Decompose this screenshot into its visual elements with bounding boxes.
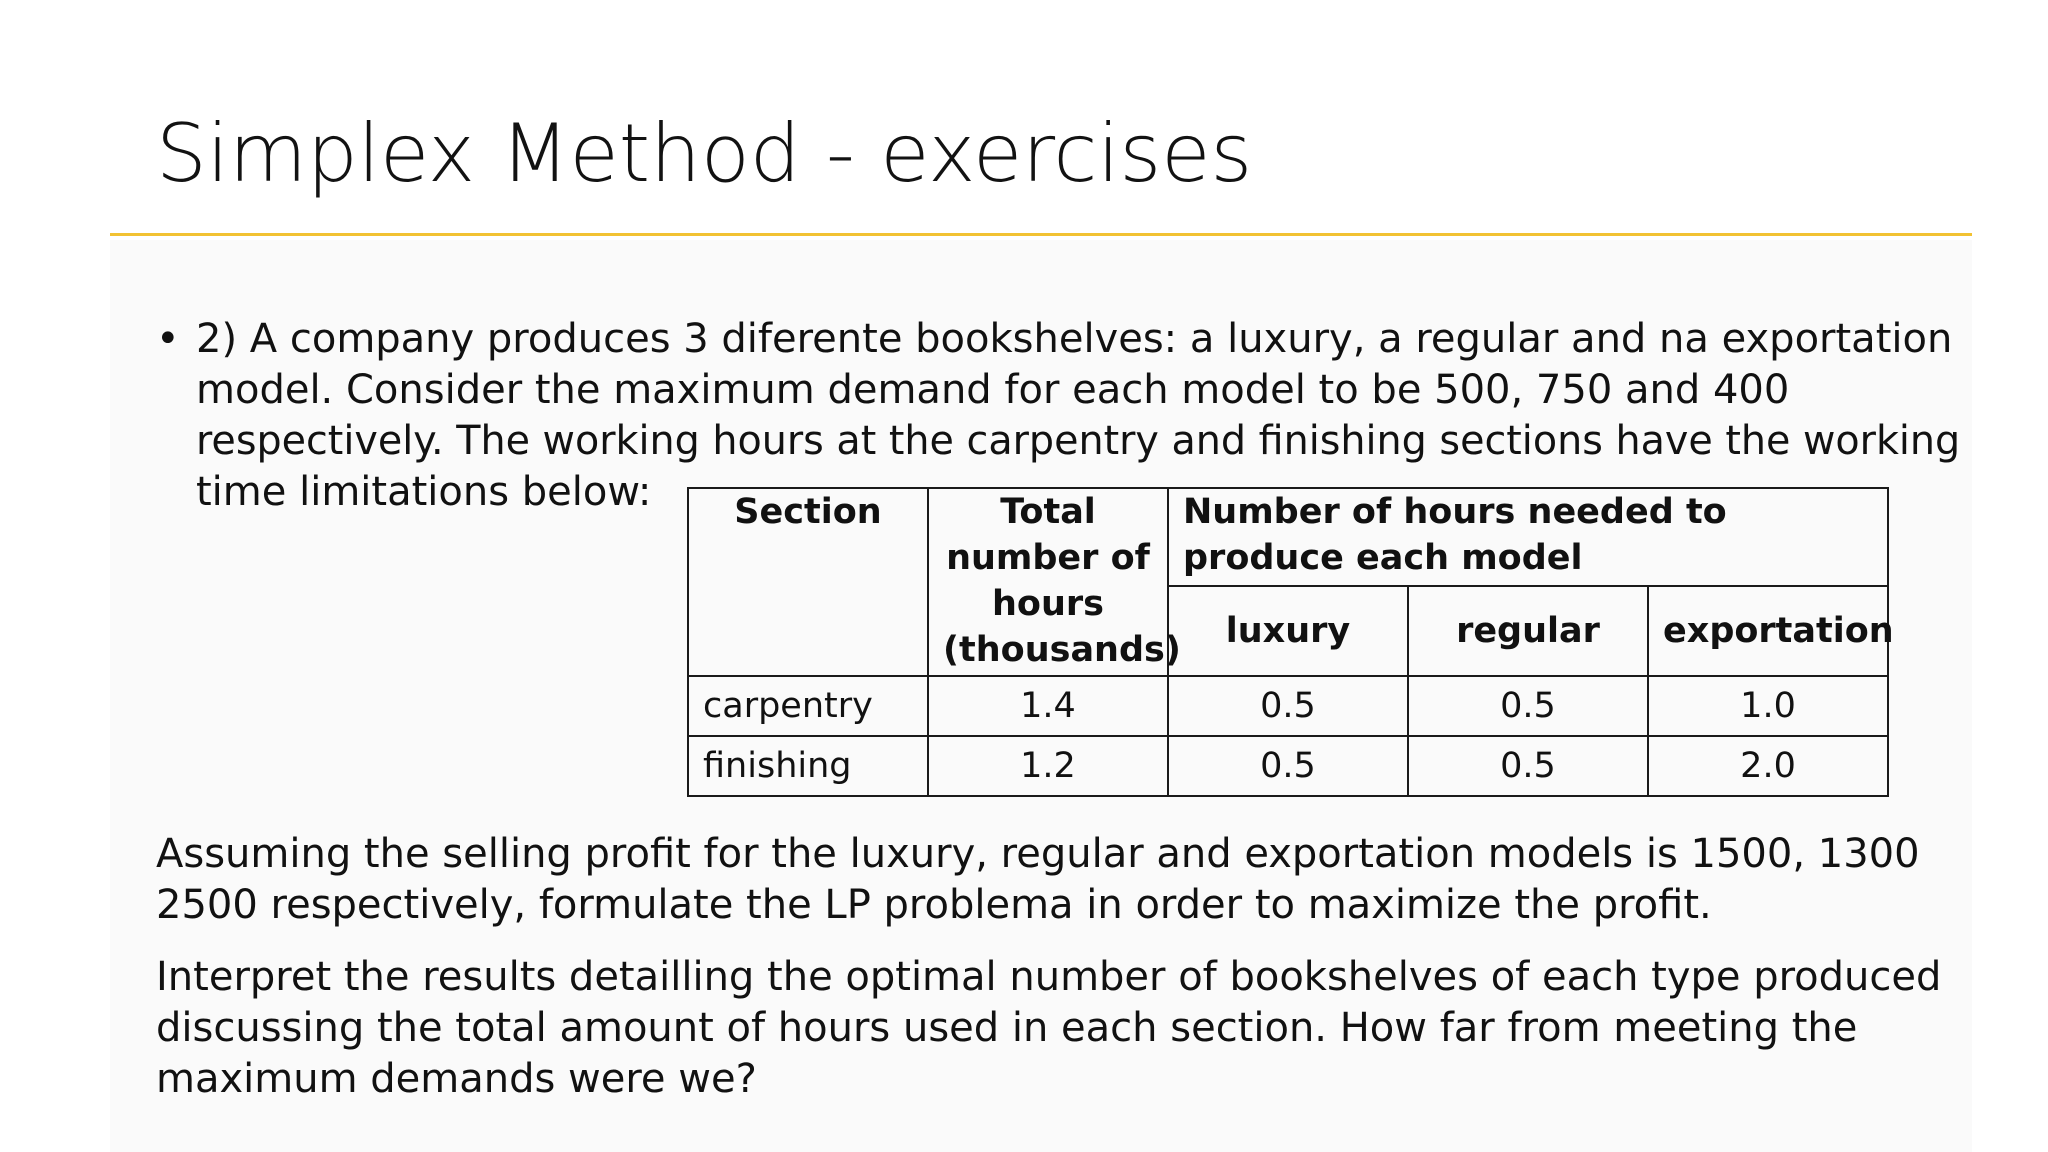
row-section-name: carpentry <box>688 676 928 736</box>
slide-title: Simplex Method - exercises <box>156 107 1253 200</box>
header-model-exportation: exportation <box>1648 586 1888 676</box>
row-exportation-hours: 2.0 <box>1648 736 1888 796</box>
row-luxury-hours: 0.5 <box>1168 736 1408 796</box>
row-regular-hours: 0.5 <box>1408 676 1648 736</box>
profit-line-2: 2500 respectively, formulate the LP problema in order to maximize the profit. <box>156 882 1712 928</box>
intro-line-2: model. Consider the maximum demand for each model to be 500, 750 and 400 <box>196 367 1790 413</box>
row-luxury-hours: 0.5 <box>1168 676 1408 736</box>
interpret-line-3: maximum demands were we? <box>156 1056 757 1102</box>
header-model-luxury: luxury <box>1168 586 1408 676</box>
header-section: Section <box>688 488 928 676</box>
profit-line-1: Assuming the selling profit for the luxury, regular and exportation models is 1500, 1300 <box>156 831 1920 877</box>
row-total-hours: 1.2 <box>928 736 1168 796</box>
intro-line-3: respectively. The working hours at the carpentry and finishing sections have the working <box>196 418 1961 464</box>
row-total-hours: 1.4 <box>928 676 1168 736</box>
hours-table <box>687 487 1894 797</box>
row-section-name: finishing <box>688 736 928 796</box>
table-row <box>688 736 1888 796</box>
interpret-line-2: discussing the total amount of hours used in each section. How far from meeting the <box>156 1005 1858 1051</box>
header-hours-per-model: Number of hours needed to produce each model <box>1168 488 1888 586</box>
intro-line-1: 2) A company produces 3 diferente bookshelves: a luxury, a regular and na exportation <box>196 316 1953 362</box>
row-exportation-hours: 1.0 <box>1648 676 1888 736</box>
interpret-line-1: Interpret the results detailling the optimal number of bookshelves of each type produced <box>156 954 1942 1000</box>
table-row <box>688 676 1888 736</box>
hours-table-container <box>687 487 1894 797</box>
row-regular-hours: 0.5 <box>1408 736 1648 796</box>
bullet-dot: • <box>156 316 180 362</box>
header-model-regular: regular <box>1408 586 1648 676</box>
title-divider <box>110 233 1972 236</box>
header-total-hours: Total number of hours (thousands) <box>928 488 1168 676</box>
intro-line-4: time limitations below: <box>196 469 652 515</box>
